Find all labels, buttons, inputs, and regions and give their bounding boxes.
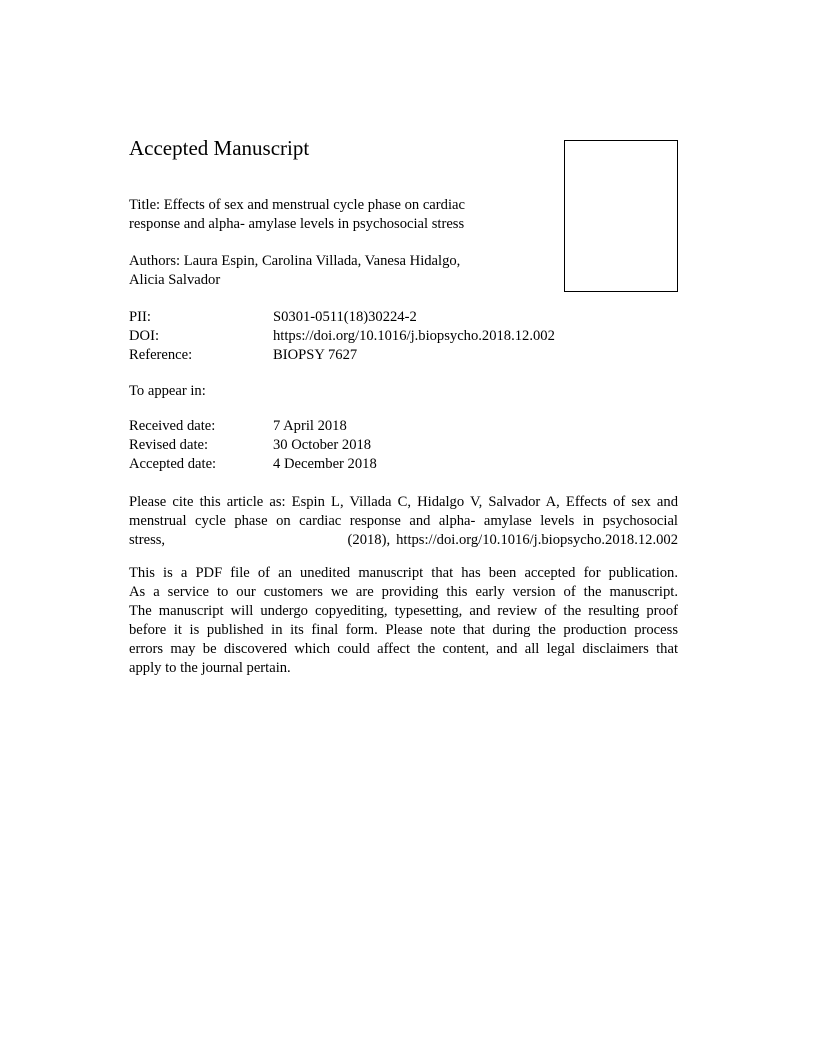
reference-label: Reference: — [129, 347, 193, 363]
disclaimer-paragraph — [129, 564, 678, 678]
revised-date-value: 30 October 2018 — [273, 437, 372, 453]
to-appear-in-label: To appear in: — [129, 383, 206, 399]
citation-stress: stress, — [129, 532, 166, 548]
pii-value: S0301-0511(18)30224-2 — [273, 309, 417, 325]
disclaimer-line: This is a PDF file of an unedited manuscript that has been accepted for publication. — [129, 565, 678, 581]
disclaimer-line: errors may be discovered which could affect the content, and all legal disclaimers that — [129, 641, 678, 657]
journal-cover-placeholder — [564, 140, 678, 292]
title-line: response and alpha- amylase levels in psychosocial stress — [129, 216, 465, 232]
revised-date-label: Revised date: — [129, 437, 209, 453]
received-date-label: Received date: — [129, 418, 216, 434]
citation-last-line — [129, 531, 678, 550]
citation-year: (2018), — [347, 532, 391, 548]
title-line: Title: Effects of sex and menstrual cycle phase on cardiac — [129, 197, 465, 213]
article-title — [129, 196, 465, 234]
disclaimer-line: The manuscript will undergo copyediting, typesetting, and review of the resulting proof — [129, 603, 678, 619]
disclaimer-line: apply to the journal pertain. — [129, 660, 291, 676]
authors — [129, 252, 460, 290]
reference-value: BIOPSY 7627 — [273, 347, 358, 363]
citation-line: Please cite this article as: Espin L, Villada C, Hidalgo V, Salvador A, Effects of sex and — [129, 494, 678, 510]
doi-label: DOI: — [129, 328, 159, 344]
pii-label: PII: — [129, 309, 151, 325]
disclaimer-line: before it is published in its final form. Please note that during the production process — [129, 622, 678, 638]
received-date-value: 7 April 2018 — [273, 418, 347, 434]
accepted-date-value: 4 December 2018 — [273, 456, 377, 472]
authors-line: Alicia Salvador — [129, 272, 221, 288]
accepted-date-label: Accepted date: — [129, 456, 217, 472]
authors-line: Authors: Laura Espin, Carolina Villada, Vanesa Hidalgo, — [129, 253, 461, 269]
citation-line: menstrual cycle phase on cardiac response and alpha- amylase levels in psychosocial — [129, 513, 678, 529]
disclaimer-line: As a service to our customers we are providing this early version of the manuscript. — [129, 584, 678, 600]
doi-link[interactable]: https://doi.org/10.1016/j.biopsycho.2018.12.002 — [273, 328, 555, 344]
page-heading: Accepted Manuscript — [129, 136, 310, 160]
citation-doi-link[interactable]: https://doi.org/10.1016/j.biopsycho.2018.12.002 — [396, 532, 678, 548]
citation-paragraph — [129, 493, 678, 550]
